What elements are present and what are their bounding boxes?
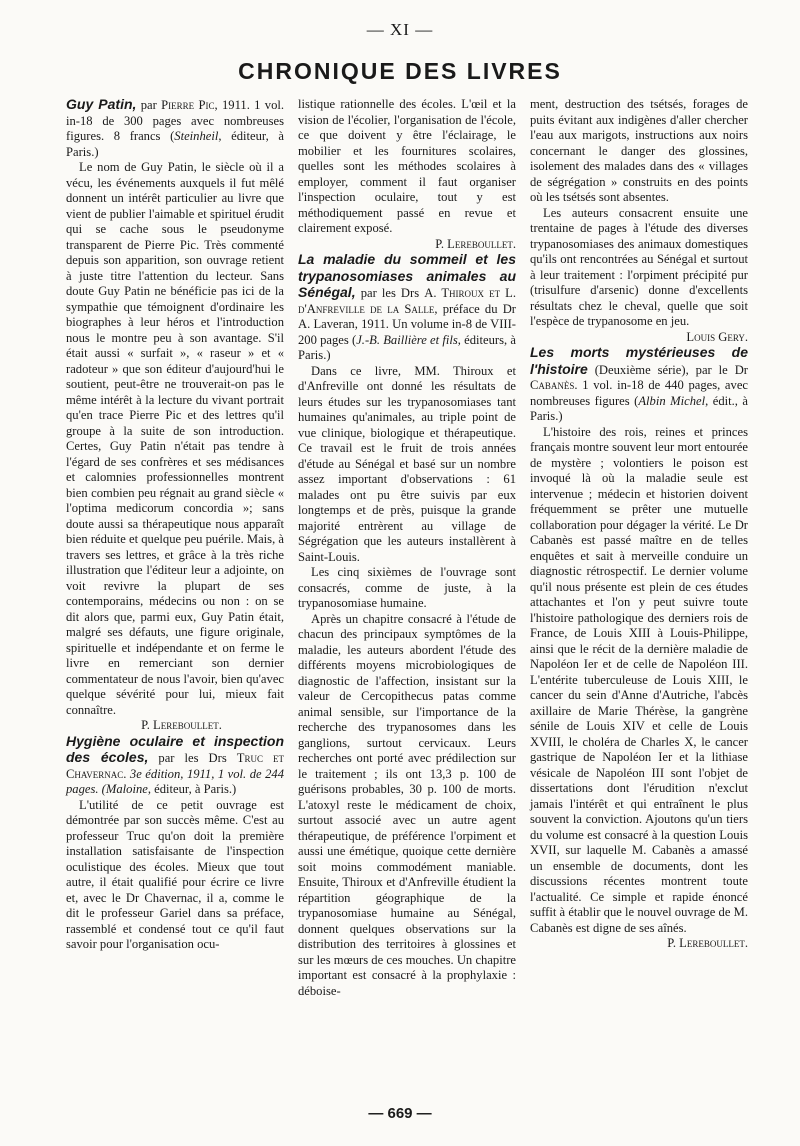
review-details: préface du Dr A. Laveran, 1911. Un volume in-8 de VIII-200 pages ( <box>298 301 516 347</box>
review-paragraph: Les auteurs consacrent ensuite une trentaine de pages à l'étude des diverses trypanosomiases des animaux domestiques qu'ils ont rencontrées au Sénégal et surtout à leur traitement : l'orpiment précipité pur (trisulfure d'arsenic) donne d'excellents résultats chez le cheval, quelle que soit l'espèce de trypanosome en jeu. <box>530 205 748 328</box>
review-paragraph-continued: ment, destruction des tsétsés, forages de puits évitant aux indigènes d'aller chercher l'eau aux marigots, instructions aux noirs concernant le danger des glossines, isolement des malades dans des « villages de ségrégation » construits en des points où les tsétsés sont absentes. <box>530 97 748 204</box>
review-signature: P. Lereboullet. <box>667 936 748 950</box>
review-by: par <box>140 98 157 112</box>
review-details-end: , éditeur, à Paris.) <box>147 782 237 796</box>
review-details-end: , éditeur, à Paris.) <box>66 129 284 159</box>
review-paragraph: Dans ce livre, MM. Thiroux et d'Anfreville ont donné les résultats de leurs études sur les trypanosomiases tant humaines qu'animales, au triple point de vue clinique, biologique et thérapeutique. Ce travail est le fruit de trois années d'étude au Sénégal et basé sur un nombre assez important d'observations : 61 malades ont pu être suivis par eux longtemps et de près, puisque la grande majorité entrèrent au village de Ségrégation que les auteurs installèrent à Saint-Louis. <box>298 363 516 564</box>
review-details: 3e édition, 1911, 1 vol. de 244 pages. ( <box>66 766 284 796</box>
review-author: Pierre Pic, <box>161 98 218 112</box>
review-author: Cabanès. <box>530 378 578 392</box>
section-title: CHRONIQUE DES LIVRES <box>238 58 562 84</box>
review-title: Les morts mystérieuses de l'histoire <box>530 344 748 377</box>
review-paragraph: L'histoire des rois, reines et princes français montre souvent leur mort entourée de mystère ; volontiers le poison est invoqué là où la maladie seule est intervenue ; médecin et historien doivent fréquemment se prêter une mutuelle collaboration pour dégager la vérité. Le Dr Cabanès est passé maître en de telles enquêtes et sait à merveille conduire un diagnostic rétrospectif. Le dernier volume qu'il nous présente est plein de ces études attachantes et l'on y peut suivre toute l'histoire pathologique des derniers rois de France, de Louis XIII à Louis-Philippe, ainsi que le récit de la dernière maladie de Napoléon Ier et de celle de Napoléon III. L'entérite tuberculeuse de Louis XIII, le cancer du sein d'Anne d'Autriche, l'abcès axillaire de Marie Thérèse, la gangrène sénile de Louis XIV et celle de Louis XVIII, le choléra de Charles X, le cancer gastrique de Napoléon Ier et la lithiase vésicale de Napoléon III sont l'objet de dissertations dont l'érudition n'exclut jamais l'intérêt et qui entraînent le plus souvent la conviction. Ajoutons qu'un tiers du volume est consacré à la question Louis XVII, sur laquelle M. Cabanès a amassé un ensemble de documents, dont les discussions récentes montrent toute l'actualité. Ce simple et rapide énoncé suffit à établir que le nouvel ouvrage de M. Cabanès est digne de ses aînés. <box>530 424 748 935</box>
column-3 <box>530 97 748 1097</box>
review-details: 1 vol. in-18 de 440 pages, avec nombreuses figures ( <box>530 378 748 408</box>
column-2 <box>298 97 516 1097</box>
review-details-end: , éditeurs, à Paris.) <box>298 332 516 362</box>
review-publisher: J.-B. Baillière et fils <box>356 332 458 347</box>
review-title: Hygiène oculaire et inspection des écoles, <box>66 732 284 765</box>
review-paragraph-continued: listique rationnelle des écoles. L'œil et la vision de l'écolier, l'organisation de l'école, ce que doivent y être l'éclairage, le mobilier et les fournitures scolaires, quelles sont les méthodes scolaires à employer, comment il faut organiser l'inspection oculaire, tout y est méthodiquement passé en revue et clairement exposé. <box>298 97 516 235</box>
review-by: par les Drs <box>158 751 227 765</box>
review-title: La maladie du sommeil et les trypanosomiases animales au Sénégal, <box>298 251 516 300</box>
review-heading-hygiene-oculaire <box>66 734 284 798</box>
review-signature: P. Lereboullet. <box>141 718 222 732</box>
review-title: Guy Patin, <box>66 96 137 112</box>
review-signature: P. Lereboullet. <box>435 236 516 251</box>
review-paragraph: Le nom de Guy Patin, le siècle où il a vécu, les événements auxquels il fut mêlé donnent un intérêt particulier au livre que vient de publier l'aimable et spirituel érudit qui se cache sous le pseudonyme transparent de Pierre Pic. Très commenté depuis son apparition, son ouvrage retient à juste titre l'attention du lecteur. Sans doute Guy Patin ne bénéficie pas ici de la sympathie que témoignent d'ordinaire les biographes à leur héros et l'introduction nous le montre peu à son avantage. S'il était aussi « surfait », « raseur » et « radoteur » que son éditeur d'aujourd'hui le soutient, peut-être ne trouverait-on pas le même intérêt à la lecture du vivant portrait qu'en trace Pierre Pic et des lettres qu'il groupe à la suite de son introduction. Certes, Guy Patin n'était pas tendre à l'égard de ses confrères et ses médisances et calomnies professionnelles montrent bien combien peu régnait au grand siècle « l'optima medicorum concordia »; sans doute aussi sa thérapeutique nous apparaît bien réduite et quelque peu puérile. Mais, à travers ses lettres, et grâce à la très riche illustration que l'éditeur leur a adjointe, on voit revivre la plupart de ses contemporains, médecins ou non : on se dit alors que, parmi eux, Guy Patin était, malgré ses défauts, une figure originale, spirituelle et indépendante et on ferme le livre en remerciant son dernier commentateur de nous l'avoir, bien qu'avec quelque sévérité pour lui, mieux fait connaître. <box>66 160 284 717</box>
review-details: 1911. 1 vol. in-18 de 300 pages avec nombreuses figures. 8 francs ( <box>66 98 285 143</box>
review-paragraph: Après un chapitre consacré à l'étude de chacun des principaux symptômes de la maladie, les auteurs abordent l'étude des différents moyens microbiologiques de diagnostic de l'affection, insistant sur la valeur de Cercopithecus patas comme animal sensible, sur l'importance de la recherche des trypanosomes dans les ganglions, surtout cervicaux. Leurs recherches ont porté avec prédilection sur le traitement ; ils ont 13,3 p. 100 de guérisons probables, 30 p. 100 de morts. L'atoxyl reste le médicament de choix, surtout associé avec un autre agent thérapeutique, de préférence l'orpiment et aussi une émétique, quoique cette dernière soit moins commodément maniable. Ensuite, Thiroux et d'Anfreville étudient la répartition géographique de la trypanosomiase humaine au Sénégal, donnent quelques observations sur la distribution des territoires à glossines et sur les mœurs de ces mouches. Un chapitre important est consacré à la prophylaxie : déboise- <box>298 611 516 998</box>
review-paragraph: Les cinq sixièmes de l'ouvrage sont consacrés, comme de juste, à la trypanosomiase humaine. <box>298 565 516 610</box>
review-heading-guy-patin <box>66 97 284 160</box>
review-signature: Louis Gery. <box>686 329 748 344</box>
text-columns <box>66 97 748 1097</box>
review-author: Truc et Chavernac. <box>66 751 284 781</box>
review-paragraph: L'utilité de ce petit ouvrage est démontrée par son succès même. C'est au professeur Truc qu'on doit la première installation satisfaisante de l'inspection oculistique des écoles. Mieux que tout autre, il était qualifié pour écrire ce livre et, avec le Dr Chavernac, il a, comme le dit le professeur Gariel dans sa préface, rassemblé et condensé tout ce qu'il faut savoir pour l'organisation ocu- <box>66 797 284 951</box>
review-details-end: , édit., à Paris.) <box>530 393 748 423</box>
page-number: — 669 — <box>368 1105 432 1122</box>
review-publisher: Albin Michel <box>638 393 706 408</box>
review-by: (Deuxième série), par le Dr <box>594 362 748 377</box>
review-publisher: Maloine <box>105 782 148 796</box>
review-by: par les Drs <box>360 286 420 300</box>
column-1 <box>66 97 284 1097</box>
review-heading-morts-mysterieuses <box>530 345 748 425</box>
page-folio-top: — XI — <box>366 20 434 39</box>
review-publisher: Steinheil <box>174 129 219 143</box>
review-author: A. Thiroux et L. d'Anfreville de la Salle, <box>298 286 517 316</box>
review-heading-maladie-du-sommeil <box>298 252 516 364</box>
